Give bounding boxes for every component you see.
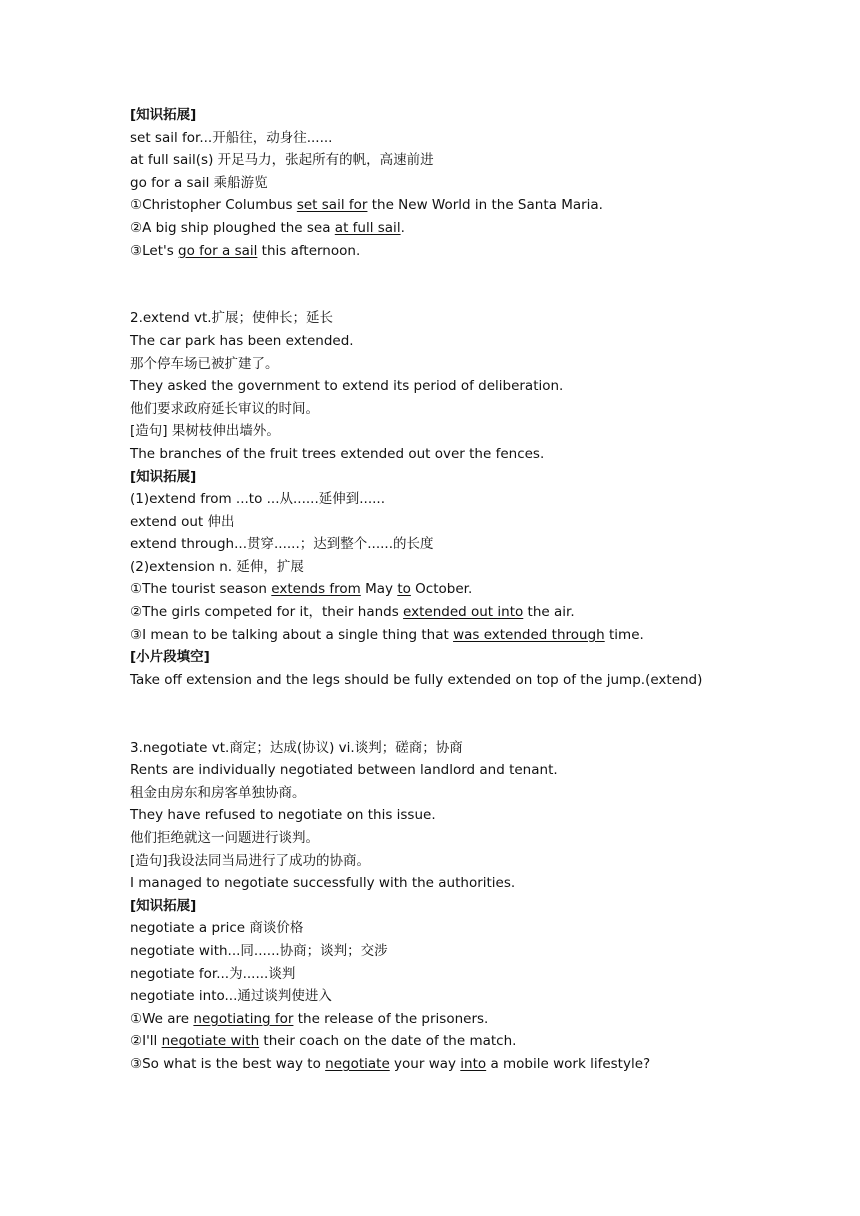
text-line xyxy=(130,872,830,895)
text-run: [知识拓展] xyxy=(130,897,197,914)
text-run: [造句]我设法同当局进行了成功的协商。 xyxy=(130,852,371,869)
section-gap xyxy=(130,691,830,736)
document-body xyxy=(130,104,830,1076)
text-line xyxy=(130,782,830,805)
text-line xyxy=(130,330,830,353)
text-line xyxy=(130,759,830,782)
text-run: (1)extend from ...to ...从......延伸到...... xyxy=(130,491,385,508)
text-line xyxy=(130,917,830,940)
text-run: [造句] 果树枝伸出墙外。 xyxy=(130,423,280,440)
text-line xyxy=(130,217,830,240)
text-line xyxy=(130,850,830,873)
text-run: the New World in the Santa Maria. xyxy=(367,197,603,214)
text-run: negotiate a price 商谈价格 xyxy=(130,920,304,937)
text-run: ②I'll xyxy=(130,1033,162,1050)
text-line xyxy=(130,443,830,466)
section-3 xyxy=(130,737,830,1076)
text-run: their coach on the date of the match. xyxy=(259,1033,517,1050)
text-run: ③I mean to be talking about a single thing that xyxy=(130,626,454,643)
section-heading xyxy=(130,104,830,127)
text-line xyxy=(130,601,830,624)
text-line xyxy=(130,985,830,1008)
text-run: October. xyxy=(410,581,473,598)
text-line xyxy=(130,963,830,986)
text-run: [小片段填空] xyxy=(130,649,210,666)
text-line xyxy=(130,804,830,827)
text-line xyxy=(130,827,830,850)
text-run: ③Let's xyxy=(130,242,179,259)
text-line xyxy=(130,624,830,647)
text-run: ②The girls competed for it，their hands xyxy=(130,604,404,621)
text-line xyxy=(130,375,830,398)
text-run: The branches of the fruit trees extended out over the fences. xyxy=(130,445,545,462)
text-line xyxy=(130,172,830,195)
text-run: ②A big ship ploughed the sea xyxy=(130,219,335,236)
text-run: 他们要求政府延长审议的时间。 xyxy=(130,400,319,417)
text-run: [知识拓展] xyxy=(130,468,197,485)
text-run: negotiate into...通过谈判使进入 xyxy=(130,988,332,1005)
text-run: the release of the prisoners. xyxy=(293,1010,489,1027)
text-run: a mobile work lifestyle? xyxy=(486,1055,651,1072)
underlined-phrase: negotiate xyxy=(325,1055,390,1072)
text-run: 3.negotiate vt.商定；达成(协议) vi.谈判；磋商；协商 xyxy=(130,739,463,756)
underlined-phrase: at full sail xyxy=(334,219,401,236)
text-run: May xyxy=(360,581,398,598)
text-run: your way xyxy=(389,1055,461,1072)
text-line xyxy=(130,533,830,556)
text-line xyxy=(130,240,830,263)
text-line xyxy=(130,307,830,330)
text-run: negotiate with...同......协商；谈判；交涉 xyxy=(130,942,388,959)
text-run: Take off extension and the legs should be fully extended on top of the jump.(extend) xyxy=(130,671,703,688)
text-line xyxy=(130,1053,830,1076)
text-run: time. xyxy=(604,626,644,643)
text-run: the air. xyxy=(523,604,575,621)
text-run: go for a sail 乘船游览 xyxy=(130,174,268,191)
text-run: . xyxy=(400,219,405,236)
text-line xyxy=(130,669,830,692)
section-heading xyxy=(130,466,830,489)
underlined-phrase: negotiate with xyxy=(161,1033,260,1050)
text-run: 租金由房东和房客单独协商。 xyxy=(130,784,306,801)
text-line xyxy=(130,511,830,534)
text-run: this afternoon. xyxy=(257,242,361,259)
text-run: (2)extension n. 延伸，扩展 xyxy=(130,558,304,575)
text-line xyxy=(130,1030,830,1053)
text-run: 2.extend vt.扩展；使伸长；延长 xyxy=(130,310,334,327)
text-line xyxy=(130,578,830,601)
text-run: at full sail(s) 开足马力，张起所有的帆，高速前进 xyxy=(130,152,434,169)
underlined-phrase: was extended through xyxy=(453,626,605,643)
text-line xyxy=(130,353,830,376)
section-gap xyxy=(130,262,830,307)
underlined-phrase: go for a sail xyxy=(178,242,258,259)
text-line xyxy=(130,556,830,579)
text-run: 他们拒绝就这一问题进行谈判。 xyxy=(130,830,319,846)
section-heading xyxy=(130,646,830,669)
section-2 xyxy=(130,307,830,691)
text-run: extend out 伸出 xyxy=(130,513,235,530)
text-run: negotiate for...为......谈判 xyxy=(130,965,296,982)
text-run: Rents are individually negotiated between landlord and tenant. xyxy=(130,762,558,779)
text-line xyxy=(130,398,830,421)
underlined-phrase: into xyxy=(460,1055,487,1072)
underlined-phrase: extends from xyxy=(271,581,361,598)
underlined-phrase: set sail for xyxy=(296,197,368,214)
text-line xyxy=(130,940,830,963)
underlined-phrase: extended out into xyxy=(403,604,524,621)
text-run: ①Christopher Columbus xyxy=(130,197,297,214)
text-run: They asked the government to extend its period of deliberation. xyxy=(130,378,564,395)
text-line xyxy=(130,737,830,760)
text-run: [知识拓展] xyxy=(130,107,197,123)
text-line xyxy=(130,194,830,217)
text-run: set sail for...开船往，动身往...... xyxy=(130,129,333,146)
underlined-phrase: to xyxy=(397,581,411,598)
text-line xyxy=(130,1008,830,1031)
text-line xyxy=(130,420,830,443)
underlined-phrase: negotiating for xyxy=(193,1010,294,1027)
text-run: 那个停车场已被扩建了。 xyxy=(130,355,279,372)
text-run: ①We are xyxy=(130,1010,194,1027)
text-line xyxy=(130,127,830,150)
text-line xyxy=(130,488,830,511)
section-1 xyxy=(130,104,830,262)
text-run: They have refused to negotiate on this issue. xyxy=(130,807,436,824)
text-run: ①The tourist season xyxy=(130,581,272,598)
text-run: I managed to negotiate successfully with the authorities. xyxy=(130,875,516,892)
section-heading xyxy=(130,895,830,918)
text-run: The car park has been extended. xyxy=(130,332,354,349)
text-line xyxy=(130,149,830,172)
text-run: ③So what is the best way to xyxy=(130,1055,326,1072)
text-run: extend through...贯穿......；达到整个......的长度 xyxy=(130,536,434,553)
